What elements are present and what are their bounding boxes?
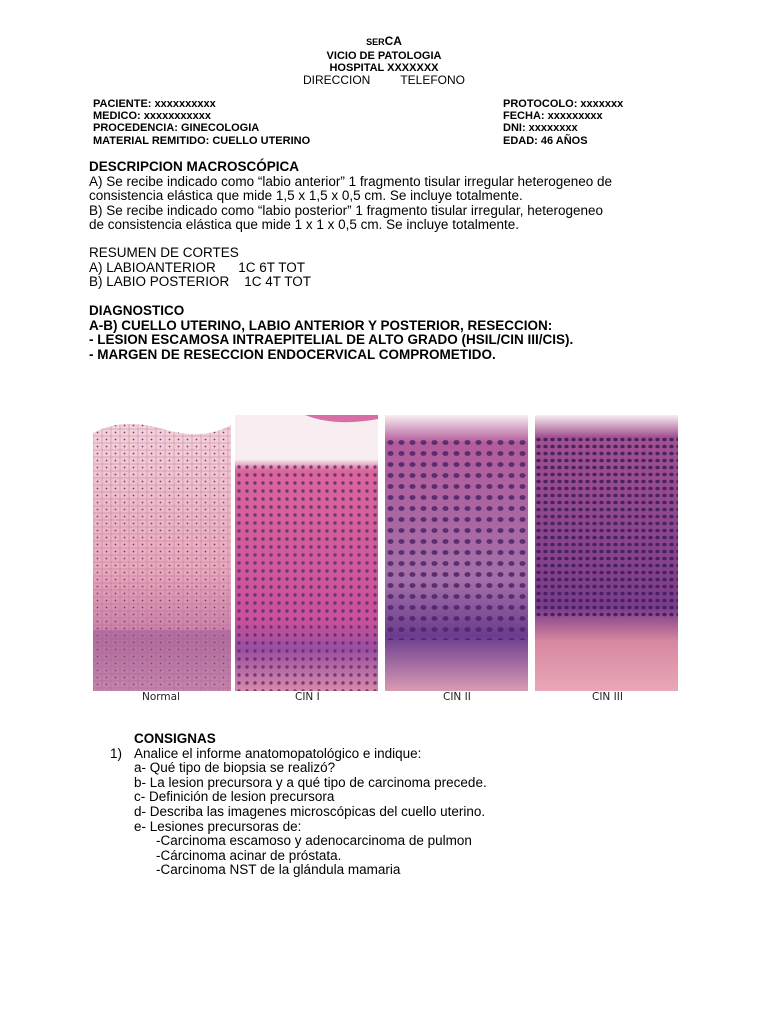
question-d: d- Describa las imagenes microscópicas del cuello uterino. — [134, 803, 486, 819]
macro-title: DESCRIPCION MACROSCÓPICA — [89, 159, 300, 174]
instruction-number: 1) — [110, 745, 123, 761]
lab-name-suffix: CA — [384, 34, 402, 48]
origin: PROCEDENCIA: GINECOLOGIA — [93, 122, 260, 135]
lab-service: VICIO DE PATOLOGIA — [326, 50, 442, 62]
address-phone — [0, 74, 768, 86]
date: FECHA: xxxxxxxxx — [503, 110, 603, 123]
hospital-name: HOSPITAL XXXXXXX — [329, 62, 439, 74]
protocol: PROTOCOLO: xxxxxxx — [503, 98, 624, 110]
question-e: e- Lesiones precursoras de: — [134, 818, 302, 834]
macro-b-line1: B) Se recibe indicado como “labio posterior” 1 fragmento tisular irregular, heterogeneo — [89, 202, 604, 218]
question-e-item3: -Carcinoma NST de la glándula mamaria — [156, 862, 401, 878]
age: EDAD: 46 AÑOS — [503, 134, 588, 147]
patient-name: PACIENTE: xxxxxxxxxx — [93, 98, 216, 110]
macro-a-line1: A) Se recibe indicado como “labio anterior” 1 fragmento tisular irregular heterogeneo de — [89, 173, 613, 189]
diagnosis-section — [89, 304, 689, 362]
caption-cin3: CIN III — [592, 691, 623, 703]
question-b: b- La lesion precursora y a qué tipo de carcinoma precede. — [134, 774, 487, 790]
instructions-section — [110, 732, 487, 878]
diagnosis-line2: - LESION ESCAMOSA INTRAEPITELIAL DE ALTO GRADO (HSIL/CIN III/CIS). — [89, 332, 574, 347]
question-a: a- Qué tipo de biopsia se realizó? — [134, 760, 336, 776]
histology-panel-cin1 — [235, 415, 378, 691]
question-e-item2: -Cárcinoma acinar de próstata. — [156, 847, 342, 863]
cortes-a: A) LABIOANTERIOR 1C 6T TOT — [89, 259, 306, 275]
cortes-b: B) LABIO POSTERIOR 1C 4T TOT — [89, 274, 312, 289]
diagnosis-line1: A-B) CUELLO UTERINO, LABIO ANTERIOR Y POSTERIOR, RESECCION: — [89, 317, 553, 333]
address-label: DIRECCION — [302, 73, 371, 87]
patient-info-right — [503, 98, 623, 147]
doctor-name: MEDICO: xxxxxxxxxxx — [93, 110, 212, 123]
instructions-title: CONSIGNAS — [134, 731, 216, 746]
caption-cin2: CIN II — [443, 691, 471, 703]
cortes-section — [89, 246, 689, 290]
cortes-title: RESUMEN DE CORTES — [89, 245, 239, 260]
instruction-text: Analice el informe anatomopatológico e indique: — [134, 745, 422, 761]
caption-normal: Normal — [142, 691, 180, 703]
phone-label: TELEFONO — [400, 73, 466, 87]
diagnosis-title: DIAGNOSTICO — [89, 303, 185, 318]
macro-b-line2: de consistencia elástica que mide 1 x 1 x 0,5 cm. Se incluye totalmente. — [89, 217, 519, 232]
histology-panel-cin2 — [385, 415, 528, 691]
question-c: c- Definición de lesion precursora — [134, 789, 335, 805]
patient-info-left — [93, 98, 310, 147]
macro-a-line2: consistencia elástica que mide 1,5 x 1,5 x 0,5 cm. Se incluye totalmente. — [89, 188, 523, 203]
material: MATERIAL REMITIDO: CUELLO UTERINO — [93, 134, 311, 147]
histology-panel-cin3 — [535, 415, 678, 691]
dni: DNI: xxxxxxxx — [503, 122, 578, 135]
diagnosis-line3: - MARGEN DE RESECCION ENDOCERVICAL COMPROMETIDO. — [89, 346, 496, 362]
macro-section — [89, 160, 689, 233]
histology-panel-normal — [93, 415, 231, 691]
instruction-1 — [110, 747, 487, 762]
lab-name-line1 — [0, 35, 768, 48]
lab-name-prefix: SER — [366, 37, 385, 47]
question-e-item1: -Carcinoma escamoso y adenocarcinoma de pulmon — [156, 833, 472, 849]
caption-cin1: CIN I — [295, 691, 320, 703]
histology-figure — [90, 405, 680, 710]
